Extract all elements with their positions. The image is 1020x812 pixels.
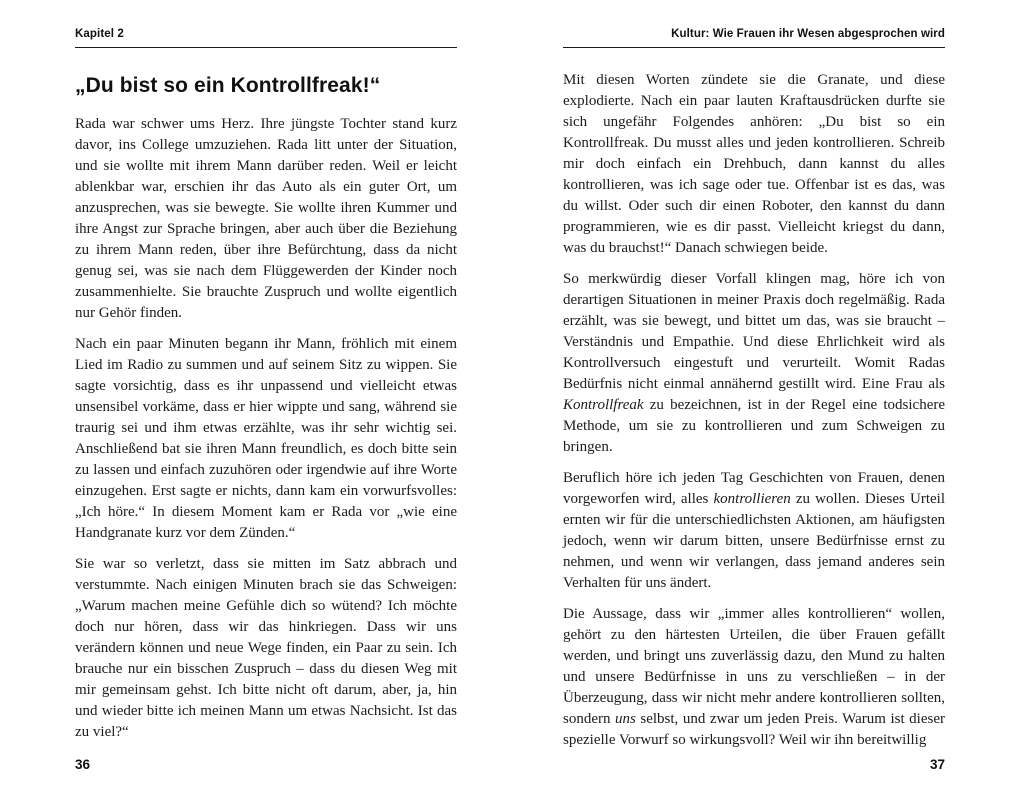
page-right — [563, 28, 945, 784]
running-header-chapter: Kapitel 2 — [75, 28, 457, 48]
page-number-left: 36 — [75, 757, 91, 772]
paragraph: Rada war schwer ums Herz. Ihre jüngste Tochter stand kurz davor, ins College umzuziehen. Rada litt unter der Situation, und sie wollte mit ihrem Mann darüber reden. Weil er leicht ablenkbar war, erschien ihr das Auto als ein guter Ort, um anzusprechen, was sie bewegte. Sie wollte ihren Kummer und ihre Angst zur Sprache bringen, aber auch über die Beziehung zu ihrem Mann reden, über ihre Befürchtung, dass da nicht genug sei, was sie nach dem Flüggewerden der Kinder noch zusammenhielte. Sie brauchte Zuspruch und wollte eigentlich nur Gehör finden. — [75, 116, 457, 321]
paragraph: Mit diesen Worten zündete sie die Granate, und diese explodierte. Nach ein paar lauten Kraftausdrücken durfte sie sich ungefähr Folgendes anhören: „Du bist so ein Kontrollfreak. Du musst alles und jeden kontrollieren. Schreib mir doch einfach ein Drehbuch, dann kannst du alles kontrollieren, was ich sage oder tue. Offenbar ist es das, was du willst. Oder such dir einen Roboter, den kannst du dann programmieren, wie es dir passt. Vielleicht kriegst du dann, was du brauchst!“ Danach schwiegen beide. — [563, 72, 945, 256]
paragraph: So merkwürdig dieser Vorfall klingen mag, höre ich von derartigen Situationen in meiner Praxis doch regelmäßig. Rada erzählt, was sie bewegt, und bittet um das, was sie braucht – Verständnis und Empathie. Und diese Ehrlichkeit wird als Kontrollversuch eingestuft und verurteilt. Womit Radas Bedürfnis nicht einmal annähernd gestillt wird. Eine Frau als Kontrollfreak zu bezeichnen, ist in der Regel eine todsichere Methode, um sie zu kontrollieren und zum Schweigen zu bringen. — [563, 271, 945, 455]
chapter-title: „Du bist so ein Kontrollfreak!“ — [75, 74, 381, 97]
page-number-right: 37 — [929, 757, 945, 772]
paragraph: Beruflich höre ich jeden Tag Geschichten von Frauen, denen vorgeworfen wird, alles kontrollieren zu wollen. Dieses Urteil ernten wir für die unterschiedlichsten Aktionen, am häufigsten jedoch, wenn wir darum bitten, unsere Bedürfnisse ernst zu nehmen, und wenn wir verlangen, dass jemand anderes sein Verhalten für uns ändert. — [563, 470, 945, 591]
paragraph: Sie war so verletzt, dass sie mitten im Satz abbrach und verstummte. Nach einigen Minuten brach sie das Schweigen: „Warum machen meine Gefühle dich so wütend? Ich möchte doch nur hören, dass wir das hinkriegen. Dass wir uns verändern können und neue Wege finden, ein Paar zu sein. Ich brauche nur ein bisschen Zuspruch – dass du diesen Weg mit mir gemeinsam gehst. Ich bitte nicht oft darum, aber, ja, hin und wieder bitte ich meinen Mann um etwas Nachsicht. Ist das zu viel?“ — [75, 556, 457, 740]
paragraph: Nach ein paar Minuten begann ihr Mann, fröhlich mit einem Lied im Radio zu summen und auf seinem Sitz zu wippen. Sie sagte vorsichtig, dass es ihr unpassend und vielleicht etwas unsensibel vorkäme, dass er hier wippte und sang, während sie traurig sei und ihm etwas erzählte, was ihr sehr wichtig sei. Anschließend bat sie ihren Mann freundlich, es doch bitte sein zu lassen und einfach zuzuhören oder irgendwie auf ihre Worte einzugehen. Erst sagte er nichts, dann kam ein vorwurfsvolles: „Ich höre.“ In diesem Moment kam er Rada vor „wie eine Handgranate kurz vor dem Zünden.“ — [75, 336, 457, 541]
body-text-right — [563, 70, 945, 751]
running-header-section: Kultur: Wie Frauen ihr Wesen abgesprochen wird — [563, 28, 945, 48]
paragraph: Die Aussage, dass wir „immer alles kontrollieren“ wollen, gehört zu den härtesten Urteilen, die über Frauen gefällt werden, und bringt uns zuverlässig dazu, den Mund zu halten und unsere Bedürfnisse in uns zu verschließen – in der Überzeugung, dass wir nicht mehr andere kontrollieren sollten, sondern uns selbst, und zwar um jeden Preis. Warum ist dieser spezielle Vorwurf so wirkungsvoll? Weil wir ihn bereitwillig — [563, 606, 945, 748]
page-left — [75, 28, 457, 784]
body-text-left — [75, 114, 457, 743]
